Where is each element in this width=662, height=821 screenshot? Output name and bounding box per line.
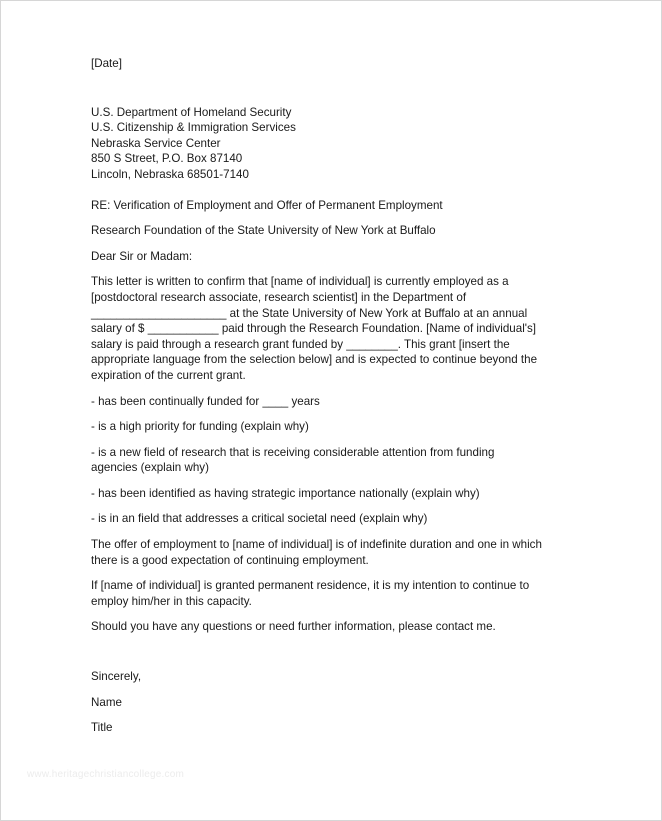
- paragraph-line: expiration of the current grant.: [91, 368, 246, 382]
- letter-body: [91, 56, 571, 736]
- signer-name: Name: [91, 695, 122, 709]
- closing: Sincerely,: [91, 670, 142, 684]
- recipient-address: [91, 105, 571, 183]
- paragraph-line: [postdoctoral research associate, research scientist] in the Department of: [91, 290, 467, 304]
- paragraph-line: salary is paid through a research grant funded by ________. This grant [insert the: [91, 337, 510, 351]
- residence-paragraph: [91, 578, 571, 609]
- bullet-item: - is a high priority for funding (explain why): [91, 420, 309, 434]
- paragraph-line: _____________________ at the State University of New York at Buffalo at an annual: [91, 306, 528, 320]
- address-line: 850 S Street, P.O. Box 87140: [91, 152, 243, 166]
- signer-title: Title: [91, 721, 113, 735]
- bullet-line: - is a new field of research that is receiving considerable attention from funding: [91, 445, 495, 459]
- paragraph-line: This letter is written to confirm that [name of individual] is currently employed as a: [91, 275, 509, 289]
- re-line: RE: Verification of Employment and Offer of Permanent Employment: [91, 198, 443, 212]
- contact-line: Should you have any questions or need further information, please contact me.: [91, 620, 496, 634]
- paragraph-line: appropriate language from the selection below] and is expected to continue beyond the: [91, 353, 538, 367]
- confirmation-paragraph: [91, 274, 571, 383]
- paragraph-line: If [name of individual] is granted permanent residence, it is my intention to continue to: [91, 579, 530, 593]
- bullet-item: - has been identified as having strategic importance nationally (explain why): [91, 486, 480, 500]
- bullet-item: [91, 445, 571, 476]
- address-line: U.S. Citizenship & Immigration Services: [91, 121, 296, 135]
- date-placeholder: [Date]: [91, 57, 122, 70]
- paragraph-line: salary of $ ___________ paid through the Research Foundation. [Name of individual's]: [91, 322, 537, 336]
- paragraph-line: there is a good expectation of continuing employment.: [91, 553, 369, 567]
- bullet-item: - is in an field that addresses a critical societal need (explain why): [91, 512, 428, 526]
- paragraph-line: employ him/her in this capacity.: [91, 594, 252, 608]
- salutation: Dear Sir or Madam:: [91, 249, 193, 263]
- address-line: Nebraska Service Center: [91, 136, 221, 150]
- paragraph-line: The offer of employment to [name of individual] is of indefinite duration and one in which: [91, 538, 542, 552]
- bullet-line: agencies (explain why): [91, 461, 209, 475]
- watermark: www.heritagechristiancollege.com: [27, 769, 185, 780]
- address-line: Lincoln, Nebraska 68501-7140: [91, 167, 249, 181]
- bullet-item: - has been continually funded for ____ years: [91, 394, 320, 408]
- address-line: U.S. Department of Homeland Security: [91, 105, 292, 119]
- organization-line: Research Foundation of the State University of New York at Buffalo: [91, 224, 436, 238]
- offer-paragraph: [91, 537, 571, 568]
